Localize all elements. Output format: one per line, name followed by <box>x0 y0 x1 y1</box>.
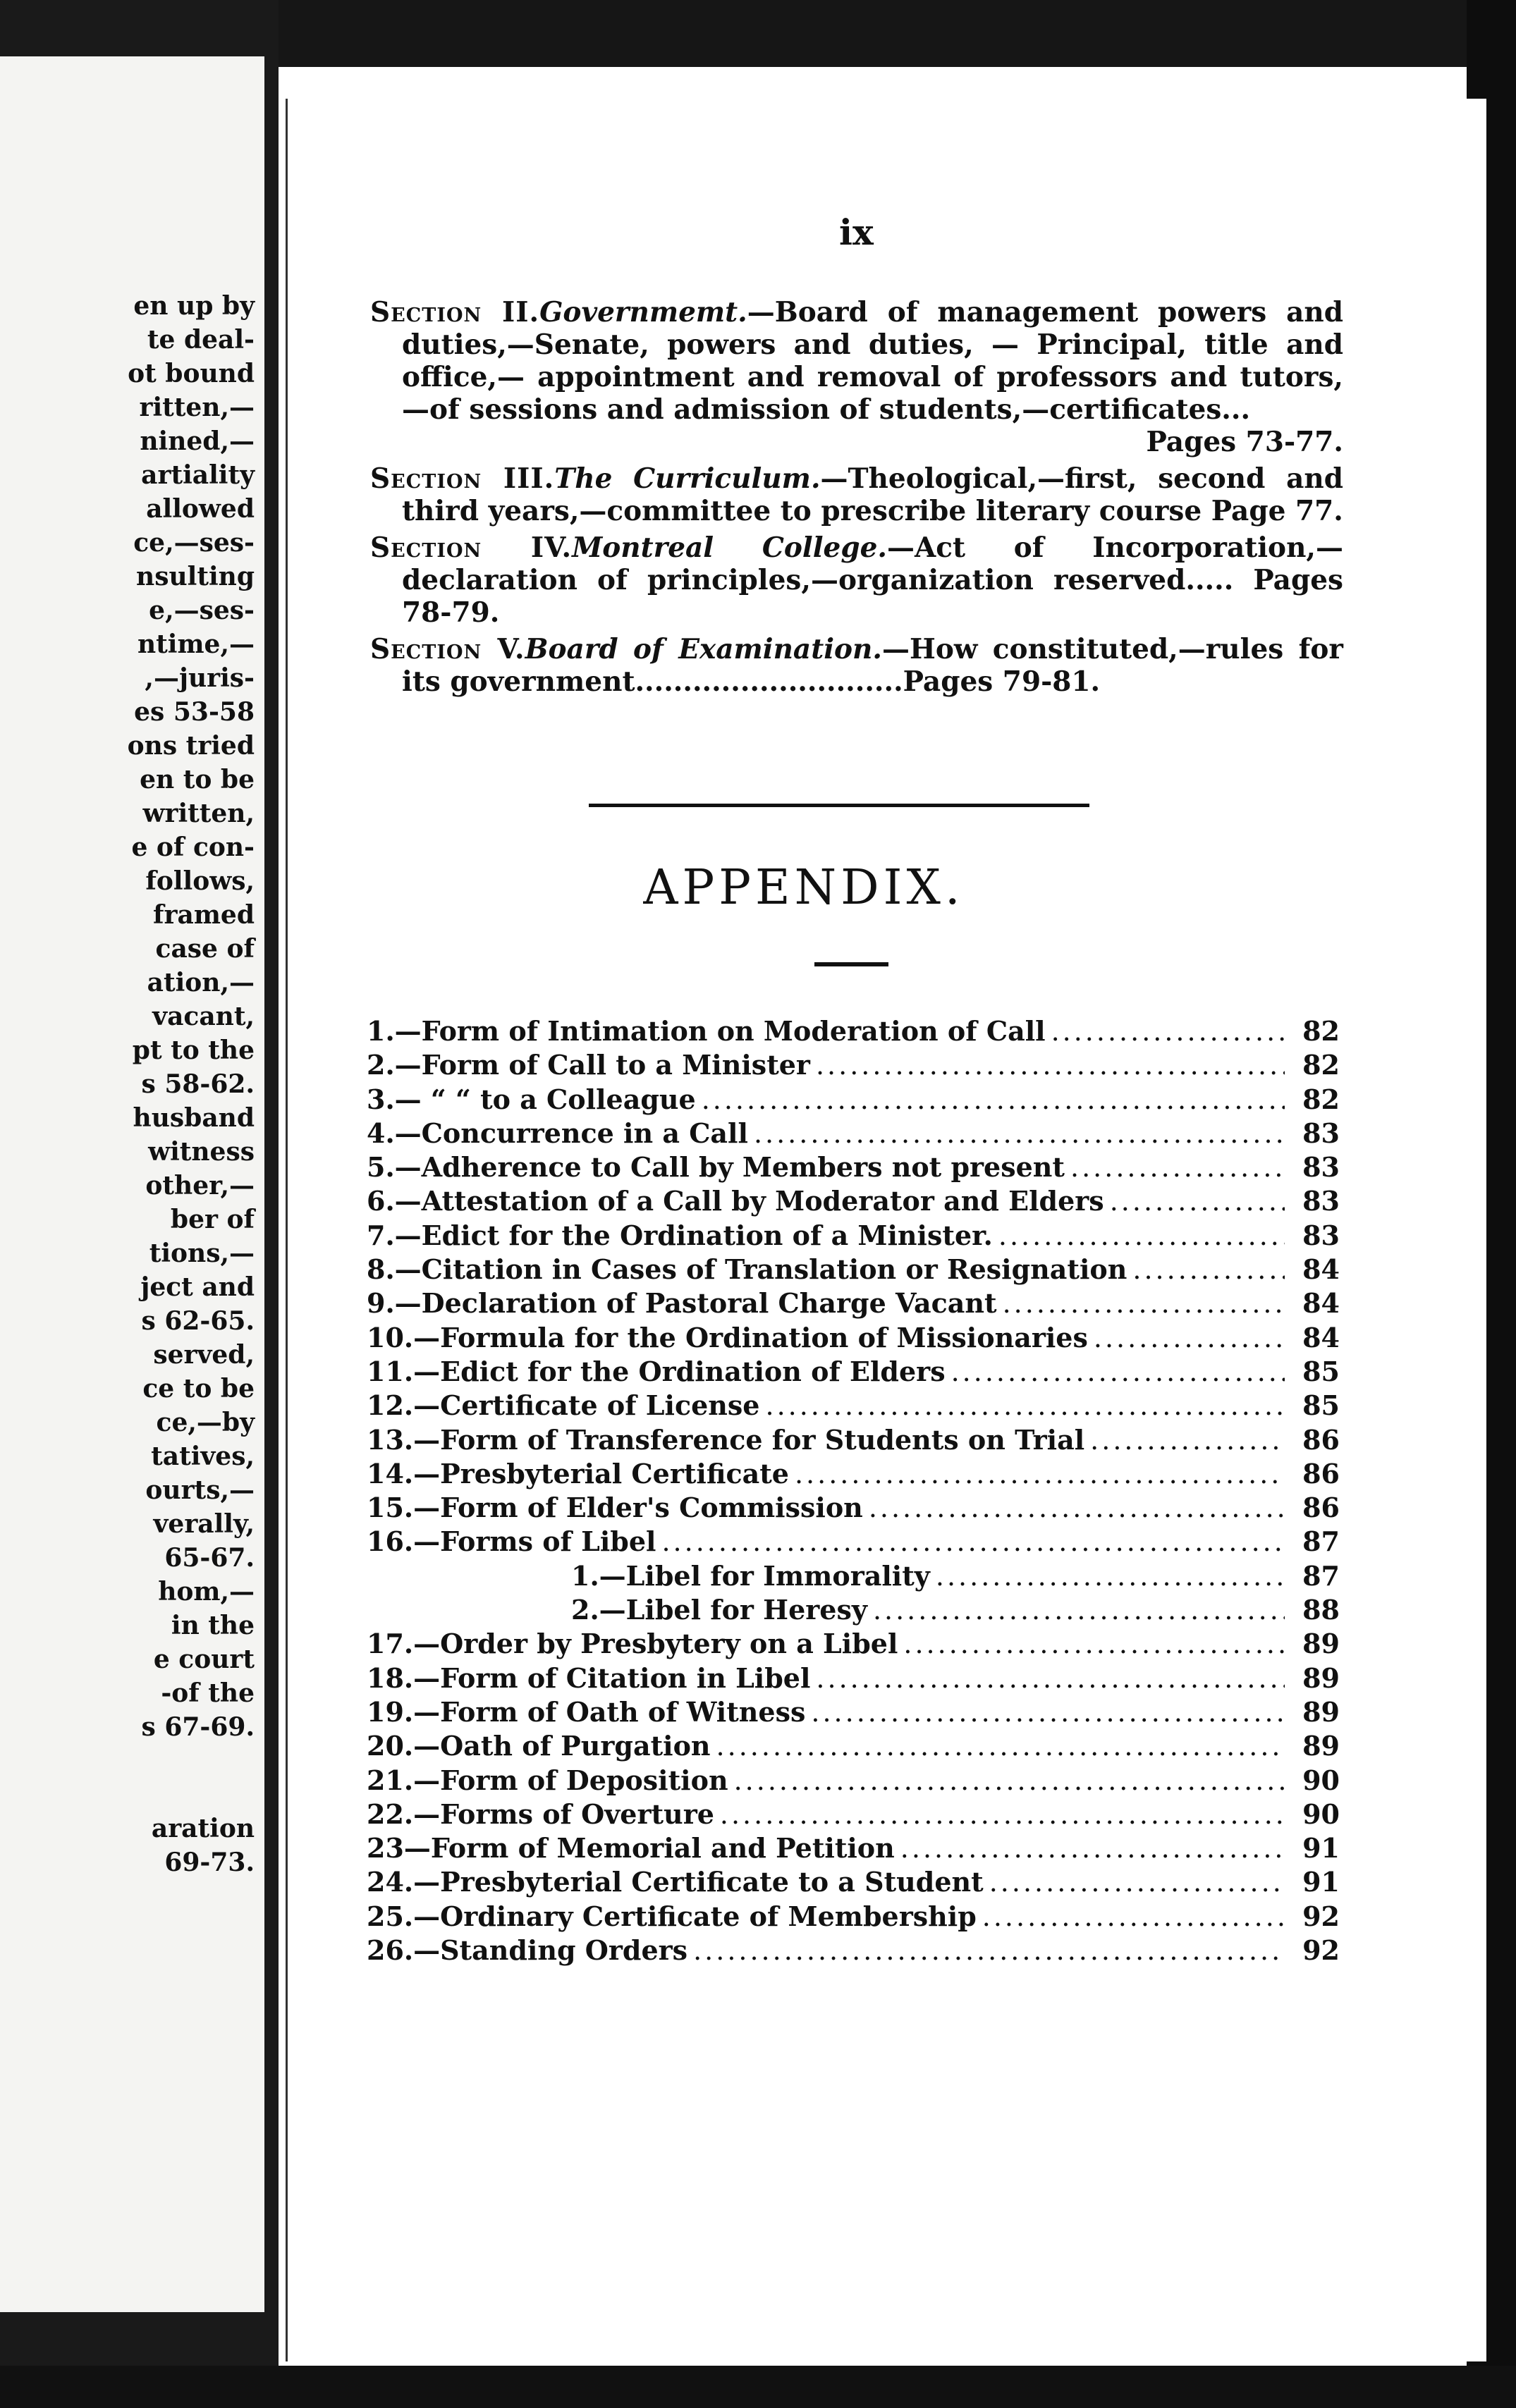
dot-leader <box>816 1663 1285 1694</box>
appendix-entry-page: 91 <box>1302 1832 1340 1865</box>
facing-page-text <box>128 289 255 1879</box>
appendix-entry-title: 17.—Order by Presbytery on a Libel <box>367 1628 898 1660</box>
appendix-entry-title: 8.—Citation in Cases of Translation or Resignation <box>367 1253 1127 1286</box>
facing-page-line: husband <box>133 1103 255 1133</box>
dot-leader <box>811 1697 1285 1728</box>
facing-page-line: te deal- <box>147 325 255 355</box>
appendix-entry <box>367 1424 1340 1458</box>
dot-leader <box>795 1458 1285 1489</box>
facing-page-line: served, <box>153 1340 255 1370</box>
appendix-entry <box>367 1764 1340 1798</box>
facing-page-line: in the <box>171 1611 255 1640</box>
section-entry <box>370 532 1343 629</box>
appendix-entry-page: 87 <box>1302 1559 1340 1592</box>
appendix-entry-title: 14.—Presbyterial Certificate <box>367 1457 789 1489</box>
appendix-entry-title: 2.—Form of Call to a Minister <box>367 1049 810 1081</box>
appendix-entry-page: 83 <box>1302 1219 1340 1251</box>
dot-leader <box>900 1833 1285 1864</box>
facing-page-line: s 62-65. <box>141 1306 255 1336</box>
facing-page-line: witness <box>148 1137 255 1167</box>
appendix-entry <box>367 1049 1340 1083</box>
appendix-entry <box>367 1730 1340 1764</box>
appendix-entry-page: 87 <box>1302 1525 1340 1558</box>
appendix-entry-page: 92 <box>1302 1900 1340 1932</box>
facing-page-line: en up by <box>133 291 255 321</box>
facing-page-line: written, <box>142 799 255 828</box>
facing-page-line: e of con- <box>131 833 255 862</box>
facing-page-line: tions,— <box>149 1239 255 1268</box>
dot-leader <box>998 1220 1285 1251</box>
appendix-entry <box>367 1322 1340 1356</box>
appendix-entry-page: 89 <box>1302 1661 1340 1694</box>
appendix-entry <box>367 1662 1340 1696</box>
appendix-entry <box>367 1356 1340 1389</box>
appendix-entry-title: 15.—Form of Elder's Commission <box>367 1492 863 1524</box>
dot-leader <box>873 1595 1285 1626</box>
section-label: Section III. <box>370 462 555 495</box>
divider-rule <box>589 804 1089 807</box>
facing-page-line: vacant, <box>152 1002 255 1031</box>
section-label: Section IV. <box>370 532 573 564</box>
section-text: —Board of management powers and duties,—Senate, powers and duties, — Principal, title and office,— appointment and removal of professors and tutors,—of sessions and admission of students,—certificates... <box>402 296 1343 426</box>
appendix-entry-page: 85 <box>1302 1389 1340 1422</box>
facing-page-line: ber of <box>170 1205 255 1234</box>
title-underline <box>814 962 888 966</box>
section-text: —Theological,—first, second and third years,—committee to prescribe literary course Page 77. <box>402 462 1343 527</box>
appendix-entry <box>367 1560 1340 1594</box>
section-entry <box>370 633 1343 698</box>
section-entry <box>370 296 1343 458</box>
appendix-entry-title: 23—Form of Memorial and Petition <box>367 1832 895 1865</box>
dot-leader <box>1132 1254 1285 1285</box>
appendix-entry-title: 1.—Form of Intimation on Moderation of Call <box>367 1015 1046 1047</box>
facing-page-line <box>128 1744 255 1778</box>
appendix-entry <box>367 1832 1340 1866</box>
appendix-entry-title: 19.—Form of Oath of Witness <box>367 1695 806 1728</box>
facing-page-line: verally, <box>153 1509 255 1539</box>
appendix-entry <box>367 1083 1340 1117</box>
section-entry <box>370 462 1343 527</box>
facing-page-line: ot bound <box>128 359 255 388</box>
appendix-entry-page: 89 <box>1302 1695 1340 1728</box>
facing-page-line: pt to the <box>132 1036 255 1065</box>
dot-leader <box>1051 1016 1285 1047</box>
appendix-entry-title: 2.—Libel for Heresy <box>571 1594 867 1626</box>
appendix-entry <box>367 1287 1340 1321</box>
appendix-entry-title: 16.—Forms of Libel <box>367 1525 656 1558</box>
facing-page-line: e,—ses- <box>149 596 255 625</box>
section-title: Montreal College. <box>572 532 887 564</box>
dot-leader <box>702 1084 1285 1115</box>
appendix-entry-title: 20.—Oath of Purgation <box>367 1730 711 1762</box>
facing-page-line: nsulting <box>136 562 255 591</box>
appendix-entry <box>367 1220 1340 1253</box>
appendix-entry-title: 12.—Certificate of License <box>367 1389 760 1422</box>
appendix-entry <box>367 1798 1340 1832</box>
facing-page-line: ritten,— <box>139 393 255 422</box>
section-label: Section V. <box>370 633 525 665</box>
appendix-entry-title: 7.—Edict for the Ordination of a Minister. <box>367 1219 993 1251</box>
dot-leader <box>951 1356 1285 1387</box>
facing-page-line: ject and <box>140 1272 255 1302</box>
appendix-entry <box>367 1185 1340 1219</box>
dot-leader <box>716 1731 1285 1762</box>
dot-leader <box>982 1901 1285 1932</box>
appendix-entry-page: 82 <box>1302 1015 1340 1047</box>
dot-leader <box>903 1628 1285 1659</box>
appendix-entry-title: 11.—Edict for the Ordination of Elders <box>367 1355 946 1387</box>
facing-page-line: e court <box>153 1645 255 1674</box>
facing-page-line: tatives, <box>151 1442 255 1471</box>
facing-page-line: ce,—by <box>156 1408 255 1437</box>
appendix-entry-page: 83 <box>1302 1151 1340 1184</box>
appendix-entry-page: 84 <box>1302 1253 1340 1286</box>
facing-page-line: ,—juris- <box>145 663 255 693</box>
facing-page-line: en to be <box>140 765 255 794</box>
section-text: —How constituted,—rules for its government............................Pages 79-81. <box>402 633 1343 698</box>
dot-leader <box>720 1799 1285 1830</box>
appendix-entry-page: 84 <box>1302 1287 1340 1320</box>
appendix-entry-page: 92 <box>1302 1934 1340 1967</box>
dot-leader <box>765 1390 1285 1421</box>
facing-page-line: 65-67. <box>164 1543 255 1573</box>
appendix-entry-page: 83 <box>1302 1117 1340 1149</box>
appendix-entry <box>367 1151 1340 1185</box>
appendix-entry-title: 26.—Standing Orders <box>367 1934 688 1967</box>
appendix-entry-page: 88 <box>1302 1594 1340 1626</box>
appendix-contents <box>367 1015 1340 1968</box>
facing-page-line <box>128 1778 255 1812</box>
dot-leader <box>693 1935 1285 1966</box>
appendix-entry-title: 18.—Form of Citation in Libel <box>367 1661 811 1694</box>
section-title: Governmemt. <box>539 296 747 328</box>
appendix-entry-page: 89 <box>1302 1628 1340 1660</box>
appendix-entry-title: 22.—Forms of Overture <box>367 1798 714 1830</box>
appendix-entry <box>367 1253 1340 1287</box>
appendix-entry-page: 90 <box>1302 1798 1340 1830</box>
appendix-entry <box>367 1628 1340 1661</box>
dot-leader <box>936 1561 1285 1592</box>
scan-border-bottom <box>0 2366 1516 2408</box>
appendix-entry-page: 86 <box>1302 1492 1340 1524</box>
appendix-entry <box>367 1900 1340 1934</box>
appendix-entry-title: 6.—Attestation of a Call by Moderator and Elders <box>367 1185 1104 1217</box>
facing-page-line: other,— <box>145 1171 255 1200</box>
appendix-entry-title: 21.—Form of Deposition <box>367 1764 728 1796</box>
facing-page-line: ntime,— <box>137 629 255 659</box>
facing-page-line: aration <box>151 1814 255 1843</box>
facing-page-line: s 67-69. <box>141 1712 255 1742</box>
dot-leader <box>1090 1425 1285 1456</box>
appendix-entry-page: 82 <box>1302 1049 1340 1081</box>
facing-page-line: ourts,— <box>145 1475 255 1505</box>
section-label: Section II. <box>370 296 540 328</box>
appendix-entry-page: 84 <box>1302 1321 1340 1353</box>
appendix-entry-title: 1.—Libel for Immorality <box>571 1559 930 1592</box>
section-text: —Act of Incorporation,—declaration of principles,—organization reserved..... Pages 78-79. <box>402 532 1344 629</box>
appendix-entry-title: 9.—Declaration of Pastoral Charge Vacant <box>367 1287 997 1320</box>
dot-leader <box>1110 1186 1285 1217</box>
dot-leader <box>1094 1322 1285 1353</box>
facing-page-line: ons tried <box>127 731 255 761</box>
dot-leader <box>816 1050 1285 1081</box>
dot-leader <box>661 1526 1285 1557</box>
appendix-entry-title: 24.—Presbyterial Certificate to a Student <box>367 1866 984 1898</box>
appendix-entry <box>367 1696 1340 1730</box>
appendix-entry <box>367 1458 1340 1492</box>
appendix-entry-page: 83 <box>1302 1185 1340 1217</box>
appendix-entry-page: 86 <box>1302 1457 1340 1489</box>
appendix-entry-title: 10.—Formula for the Ordination of Missionaries <box>367 1321 1088 1353</box>
facing-page-line: framed <box>153 900 255 930</box>
facing-page-line: follows, <box>145 866 255 896</box>
appendix-entry <box>367 1117 1340 1151</box>
dot-leader <box>734 1765 1285 1796</box>
appendix-title: APPENDIX. <box>643 860 965 916</box>
dot-leader <box>754 1118 1285 1149</box>
appendix-entry-page: 91 <box>1302 1866 1340 1898</box>
facing-page-line: allowed <box>146 494 255 524</box>
facing-page-line: 69-73. <box>164 1848 255 1877</box>
appendix-entry-page: 89 <box>1302 1730 1340 1762</box>
dot-leader <box>1003 1288 1285 1319</box>
section-title: The Curriculum. <box>554 462 821 495</box>
appendix-entry-title: 5.—Adherence to Call by Members not present <box>367 1151 1065 1184</box>
facing-page-line: hom,— <box>158 1577 255 1607</box>
appendix-entry <box>367 1594 1340 1628</box>
appendix-entry-page: 86 <box>1302 1423 1340 1456</box>
section-title: Board of Examination. <box>525 633 882 665</box>
dot-leader <box>1070 1152 1285 1183</box>
dot-leader <box>989 1867 1285 1898</box>
facing-page-line: artiality <box>141 460 255 490</box>
facing-page-fragment <box>0 56 264 2312</box>
appendix-entry-page: 85 <box>1302 1355 1340 1387</box>
appendix-entry <box>367 1015 1340 1049</box>
facing-page-line: nined,— <box>140 426 255 456</box>
appendix-entry <box>367 1866 1340 1900</box>
facing-page-line: ation,— <box>147 968 255 997</box>
appendix-entry <box>367 1389 1340 1423</box>
facing-page-line: ce to be <box>142 1374 255 1403</box>
facing-page-line: case of <box>155 934 255 964</box>
appendix-entry <box>367 1525 1340 1559</box>
facing-page-line: -of the <box>161 1678 255 1708</box>
appendix-entry-title: 13.—Form of Transference for Students on Trial <box>367 1423 1085 1456</box>
appendix-entry-page: 90 <box>1302 1764 1340 1796</box>
dot-leader <box>869 1492 1285 1523</box>
section-pages: Pages 73-77. <box>1146 426 1343 458</box>
appendix-entry-title: 4.—Concurrence in a Call <box>367 1117 748 1149</box>
appendix-entry <box>367 1492 1340 1525</box>
facing-page-line: s 58-62. <box>141 1069 255 1099</box>
facing-page-line: es 53-58 <box>134 697 255 727</box>
appendix-entry-title: 25.—Ordinary Certificate of Membership <box>367 1900 977 1932</box>
appendix-entry-title: 3.— “ “ to a Colleague <box>367 1083 696 1115</box>
appendix-entry-page: 82 <box>1302 1083 1340 1115</box>
appendix-entry <box>367 1934 1340 1968</box>
section-list <box>370 296 1343 702</box>
facing-page-line: ce,—ses- <box>133 528 255 558</box>
page-number: ix <box>839 211 874 253</box>
